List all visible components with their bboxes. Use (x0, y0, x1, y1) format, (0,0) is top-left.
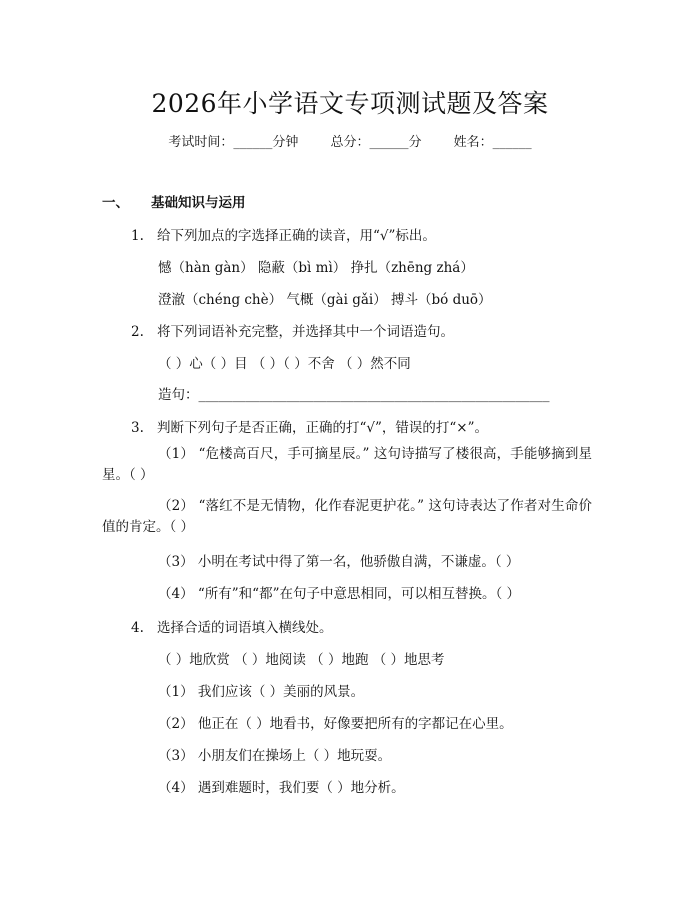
section-number: 一、 (102, 195, 129, 211)
exam-meta (0, 131, 700, 150)
student-name-field: 姓名：______ (453, 135, 532, 150)
fill-item: （4） 遇到难题时，我们要（ ）地分析。 (158, 780, 405, 796)
question-stem: 判断下列句子是否正确，正确的打“√”，错误的打“×”。 (157, 420, 489, 436)
judgement-item: （1） “危楼高百尺，手可摘星辰。” 这句诗描写了楼很高，手能够摘到星星。（ ） (102, 446, 592, 483)
fill-item: （1） 我们应该（ ）美丽的风景。 (158, 684, 365, 700)
total-score-field: 总分：______分 (330, 135, 422, 150)
judgement-item: （4） “所有”和“都”在句子中意思相同，可以相互替换。（ ） (158, 586, 521, 602)
exam-time-field: 考试时间：______分钟 (168, 135, 299, 150)
judgement-item: （3） 小明在考试中得了第一名，他骄傲自满，不谦虚。（ ） (158, 554, 520, 570)
question-stem: 选择合适的词语填入横线处。 (157, 620, 333, 636)
question-number: 2. (131, 324, 144, 340)
sentence-line: 造句：____________________________________________________ (158, 387, 550, 403)
question-3 (131, 416, 488, 436)
page-title: 2026年小学语文专项测试题及答案 (151, 89, 549, 118)
fill-item: （3） 小朋友们在操场上（ ）地玩耍。 (158, 748, 392, 764)
judgement-item: （2） “落红不是无情物，化作春泥更护花。” 这句诗表达了作者对生命价值的肯定。（ ） (102, 498, 592, 535)
section-heading (102, 191, 246, 211)
idiom-blanks: （ ）心（ ）目 （ ）（ ）不舍 （ ）然不同 (158, 356, 411, 372)
question-1 (131, 224, 436, 244)
pinyin-row-2: 澄澈（chéng chè） 气概（gài gǎi） 搏斗（bó duō） (158, 292, 492, 308)
pinyin-row-1: 憾（hàn gàn） 隐蔽（bì mì） 挣扎（zhēng zhá） (158, 260, 474, 276)
question-2 (131, 320, 454, 340)
question-number: 4. (131, 620, 144, 636)
fill-item: （2） 他正在（ ）地看书，好像要把所有的字都记在心里。 (158, 716, 513, 732)
word-options: （ ）地欣赏 （ ）地阅读 （ ）地跑 （ ）地思考 (158, 652, 445, 668)
question-number: 3. (131, 420, 144, 436)
question-stem: 给下列加点的字选择正确的读音，用“√”标出。 (157, 228, 436, 244)
section-title: 基础知识与运用 (151, 195, 246, 211)
question-number: 1. (131, 228, 144, 244)
question-4 (131, 616, 333, 636)
question-stem: 将下列词语补充完整，并选择其中一个词语造句。 (157, 324, 454, 340)
